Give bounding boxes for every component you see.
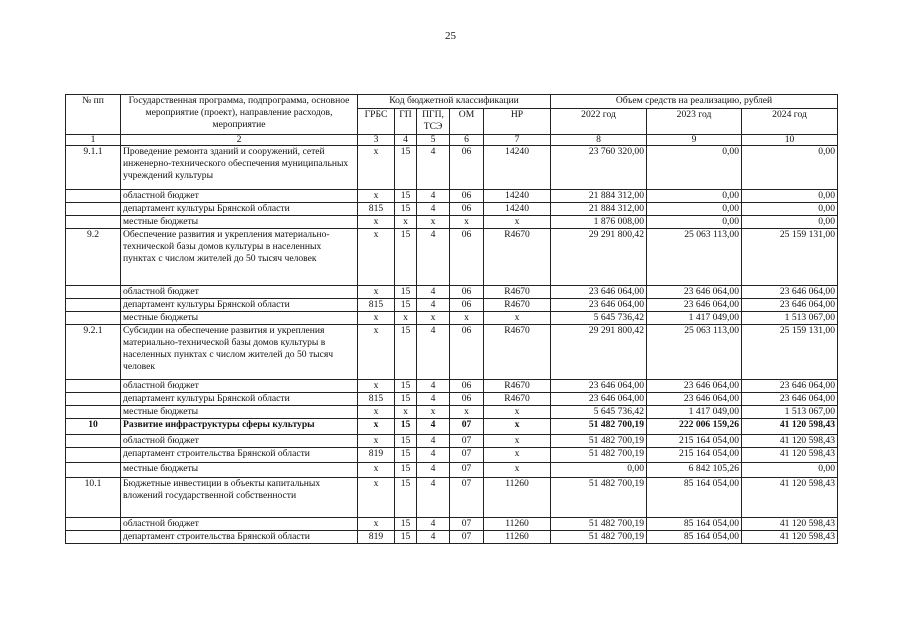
row-grbs: х — [358, 325, 395, 380]
header-gp: ГП — [395, 109, 417, 135]
budget-table — [65, 94, 838, 544]
table-row — [66, 448, 838, 463]
header-name: Государственная программа, подпрограмма, основное мероприятие (проект), направление расходов, мероприятие — [121, 95, 358, 135]
row-amount-2022: 51 482 700,19 — [551, 448, 647, 463]
row-name: областной бюджет — [121, 380, 358, 393]
row-grbs: 815 — [358, 393, 395, 406]
row-grbs: 819 — [358, 531, 395, 544]
row-number — [66, 448, 121, 463]
table-row — [66, 190, 838, 203]
row-grbs: х — [358, 190, 395, 203]
row-gp: 15 — [395, 448, 417, 463]
row-name: департамент строительства Брянской области — [121, 531, 358, 544]
row-gp: 15 — [395, 146, 417, 190]
row-gp: 15 — [395, 380, 417, 393]
row-name: департамент культуры Брянской области — [121, 299, 358, 312]
row-gp: 15 — [395, 325, 417, 380]
row-amount-2023: 23 646 064,00 — [647, 380, 742, 393]
row-ppgp: 4 — [417, 203, 450, 216]
row-grbs: 819 — [358, 448, 395, 463]
row-grbs: х — [358, 419, 395, 435]
row-amount-2022: 51 482 700,19 — [551, 419, 647, 435]
column-number: 4 — [395, 135, 417, 146]
row-number: 10 — [66, 419, 121, 435]
table-row — [66, 229, 838, 286]
row-nr: х — [484, 463, 551, 478]
row-ppgp: 4 — [417, 286, 450, 299]
row-name: местные бюджеты — [121, 216, 358, 229]
row-amount-2023: 0,00 — [647, 146, 742, 190]
row-ppgp: х — [417, 406, 450, 419]
row-om: 06 — [450, 229, 484, 286]
row-gp: 15 — [395, 435, 417, 448]
row-name: департамент культуры Брянской области — [121, 203, 358, 216]
row-amount-2024: 41 120 598,43 — [742, 435, 838, 448]
column-number-row — [66, 135, 838, 146]
row-number — [66, 518, 121, 531]
row-gp: 15 — [395, 478, 417, 518]
table-row — [66, 380, 838, 393]
row-om: 07 — [450, 463, 484, 478]
row-grbs: х — [358, 518, 395, 531]
row-name: Бюджетные инвестиции в объекты капитальных вложений государственной собственности — [121, 478, 358, 518]
row-amount-2023: 0,00 — [647, 190, 742, 203]
table-row — [66, 393, 838, 406]
row-name: местные бюджеты — [121, 406, 358, 419]
row-number — [66, 380, 121, 393]
row-nr: 14240 — [484, 190, 551, 203]
row-gp: 15 — [395, 190, 417, 203]
column-number: 2 — [121, 135, 358, 146]
row-amount-2024: 23 646 064,00 — [742, 299, 838, 312]
row-grbs: х — [358, 312, 395, 325]
row-amount-2024: 0,00 — [742, 463, 838, 478]
row-number — [66, 286, 121, 299]
table-row — [66, 419, 838, 435]
row-ppgp: 4 — [417, 299, 450, 312]
row-number — [66, 435, 121, 448]
page-number: 25 — [445, 30, 456, 42]
row-grbs: 815 — [358, 203, 395, 216]
row-om: 07 — [450, 419, 484, 435]
table-row — [66, 216, 838, 229]
row-ppgp: 4 — [417, 531, 450, 544]
row-amount-2023: 0,00 — [647, 203, 742, 216]
table-row — [66, 406, 838, 419]
row-ppgp: 4 — [417, 448, 450, 463]
row-om: 06 — [450, 325, 484, 380]
row-grbs: х — [358, 435, 395, 448]
row-name: областной бюджет — [121, 518, 358, 531]
row-gp: 15 — [395, 203, 417, 216]
row-number — [66, 393, 121, 406]
row-amount-2024: 23 646 064,00 — [742, 380, 838, 393]
row-om: 06 — [450, 299, 484, 312]
row-gp: 15 — [395, 419, 417, 435]
row-om: 07 — [450, 518, 484, 531]
row-ppgp: 4 — [417, 190, 450, 203]
row-gp: 15 — [395, 518, 417, 531]
row-nr: R4670 — [484, 286, 551, 299]
row-amount-2023: 1 417 049,00 — [647, 312, 742, 325]
row-om: 07 — [450, 448, 484, 463]
row-amount-2022: 51 482 700,19 — [551, 435, 647, 448]
row-amount-2024: 0,00 — [742, 216, 838, 229]
header-om: ОМ — [450, 109, 484, 135]
row-number: 9.2 — [66, 229, 121, 286]
row-nr: 11260 — [484, 518, 551, 531]
row-amount-2022: 51 482 700,19 — [551, 518, 647, 531]
row-amount-2024: 23 646 064,00 — [742, 393, 838, 406]
row-number — [66, 216, 121, 229]
row-amount-2024: 41 120 598,43 — [742, 478, 838, 518]
header-ppgp: ПГП, ТСЭ — [417, 109, 450, 135]
row-name: Обеспечение развития и укрепления материально-технической базы домов культуры в населенных пунктах с числом жителей до 50 тысяч человек — [121, 229, 358, 286]
row-gp: х — [395, 406, 417, 419]
row-number — [66, 190, 121, 203]
row-gp: 15 — [395, 286, 417, 299]
row-amount-2022: 5 645 736,42 — [551, 406, 647, 419]
row-amount-2022: 51 482 700,19 — [551, 531, 647, 544]
row-nr: R4670 — [484, 380, 551, 393]
row-nr: х — [484, 216, 551, 229]
row-ppgp: 4 — [417, 325, 450, 380]
row-om: х — [450, 312, 484, 325]
header-2022: 2022 год — [551, 109, 647, 135]
row-number — [66, 203, 121, 216]
row-name: департамент культуры Брянской области — [121, 393, 358, 406]
row-amount-2024: 0,00 — [742, 190, 838, 203]
row-ppgp: 4 — [417, 435, 450, 448]
column-number: 1 — [66, 135, 121, 146]
row-grbs: х — [358, 406, 395, 419]
row-name: местные бюджеты — [121, 463, 358, 478]
table-row — [66, 286, 838, 299]
row-nr: х — [484, 435, 551, 448]
row-amount-2022: 1 876 008,00 — [551, 216, 647, 229]
row-amount-2024: 23 646 064,00 — [742, 286, 838, 299]
row-amount-2023: 25 063 113,00 — [647, 229, 742, 286]
row-nr: R4670 — [484, 325, 551, 380]
row-grbs: х — [358, 146, 395, 190]
row-om: х — [450, 216, 484, 229]
table-row — [66, 531, 838, 544]
row-amount-2023: 85 164 054,00 — [647, 478, 742, 518]
row-grbs: х — [358, 216, 395, 229]
row-name: областной бюджет — [121, 190, 358, 203]
row-amount-2022: 21 884 312,00 — [551, 203, 647, 216]
table-row — [66, 312, 838, 325]
row-amount-2022: 29 291 800,42 — [551, 229, 647, 286]
row-amount-2024: 41 120 598,43 — [742, 448, 838, 463]
header-volume: Объем средств на реализацию, рублей — [551, 95, 838, 109]
row-name: местные бюджеты — [121, 312, 358, 325]
row-amount-2023: 23 646 064,00 — [647, 393, 742, 406]
row-number: 9.1.1 — [66, 146, 121, 190]
row-name: областной бюджет — [121, 435, 358, 448]
row-amount-2022: 23 646 064,00 — [551, 393, 647, 406]
row-amount-2024: 41 120 598,43 — [742, 419, 838, 435]
row-amount-2023: 25 063 113,00 — [647, 325, 742, 380]
table-row — [66, 203, 838, 216]
row-amount-2024: 0,00 — [742, 203, 838, 216]
row-gp: 15 — [395, 229, 417, 286]
row-ppgp: 4 — [417, 518, 450, 531]
row-gp: х — [395, 312, 417, 325]
row-name: Развитие инфраструктуры сферы культуры — [121, 419, 358, 435]
row-amount-2024: 25 159 131,00 — [742, 229, 838, 286]
row-amount-2023: 1 417 049,00 — [647, 406, 742, 419]
row-ppgp: 4 — [417, 229, 450, 286]
row-ppgp: 4 — [417, 419, 450, 435]
row-amount-2023: 0,00 — [647, 216, 742, 229]
table-row — [66, 478, 838, 518]
row-amount-2024: 41 120 598,43 — [742, 531, 838, 544]
row-nr: х — [484, 312, 551, 325]
row-number — [66, 312, 121, 325]
row-amount-2022: 23 646 064,00 — [551, 286, 647, 299]
row-om: х — [450, 406, 484, 419]
row-number: 10.1 — [66, 478, 121, 518]
row-amount-2023: 23 646 064,00 — [647, 299, 742, 312]
column-number: 7 — [484, 135, 551, 146]
row-name: Проведение ремонта зданий и сооружений, сетей инженерно-технического обеспечения муниципальных учреждений культуры — [121, 146, 358, 190]
row-om: 06 — [450, 393, 484, 406]
row-ppgp: 4 — [417, 146, 450, 190]
row-amount-2024: 1 513 067,00 — [742, 312, 838, 325]
row-nr: R4670 — [484, 393, 551, 406]
row-om: 07 — [450, 435, 484, 448]
row-amount-2023: 85 164 054,00 — [647, 518, 742, 531]
row-name: Субсидии на обеспечение развития и укрепления материально-технической базы домов культуры в населенных пунктах с числом жителей до 50 тысяч человек — [121, 325, 358, 380]
row-nr: R4670 — [484, 299, 551, 312]
row-amount-2023: 215 164 054,00 — [647, 448, 742, 463]
row-nr: х — [484, 406, 551, 419]
table-body — [66, 146, 838, 544]
row-om: 06 — [450, 190, 484, 203]
row-grbs: х — [358, 463, 395, 478]
row-amount-2023: 222 006 159,26 — [647, 419, 742, 435]
table-row — [66, 463, 838, 478]
row-om: 07 — [450, 478, 484, 518]
header-2024: 2024 год — [742, 109, 838, 135]
row-nr: 14240 — [484, 146, 551, 190]
row-amount-2024: 0,00 — [742, 146, 838, 190]
row-number — [66, 406, 121, 419]
row-gp: 15 — [395, 463, 417, 478]
row-nr: х — [484, 419, 551, 435]
row-gp: 15 — [395, 299, 417, 312]
header-num: № пп — [66, 95, 121, 135]
row-om: 07 — [450, 531, 484, 544]
row-gp: 15 — [395, 393, 417, 406]
row-ppgp: х — [417, 312, 450, 325]
row-amount-2022: 23 760 320,00 — [551, 146, 647, 190]
column-number: 5 — [417, 135, 450, 146]
column-number: 10 — [742, 135, 838, 146]
row-amount-2022: 0,00 — [551, 463, 647, 478]
row-grbs: 815 — [358, 299, 395, 312]
row-ppgp: 4 — [417, 380, 450, 393]
row-om: 06 — [450, 203, 484, 216]
row-nr: х — [484, 448, 551, 463]
row-om: 06 — [450, 146, 484, 190]
row-amount-2022: 5 645 736,42 — [551, 312, 647, 325]
row-ppgp: 4 — [417, 393, 450, 406]
row-ppgp: 4 — [417, 463, 450, 478]
row-amount-2024: 1 513 067,00 — [742, 406, 838, 419]
row-nr: R4670 — [484, 229, 551, 286]
row-ppgp: 4 — [417, 478, 450, 518]
row-amount-2023: 23 646 064,00 — [647, 286, 742, 299]
row-om: 06 — [450, 286, 484, 299]
row-nr: 11260 — [484, 531, 551, 544]
row-number — [66, 299, 121, 312]
row-number: 9.2.1 — [66, 325, 121, 380]
header-2023: 2023 год — [647, 109, 742, 135]
column-number: 6 — [450, 135, 484, 146]
row-gp: х — [395, 216, 417, 229]
row-number — [66, 531, 121, 544]
row-amount-2023: 85 164 054,00 — [647, 531, 742, 544]
row-grbs: х — [358, 229, 395, 286]
row-amount-2022: 51 482 700,19 — [551, 478, 647, 518]
row-grbs: х — [358, 380, 395, 393]
row-amount-2022: 23 646 064,00 — [551, 299, 647, 312]
row-nr: 14240 — [484, 203, 551, 216]
row-number — [66, 463, 121, 478]
row-amount-2023: 215 164 054,00 — [647, 435, 742, 448]
row-nr: 11260 — [484, 478, 551, 518]
table-row — [66, 299, 838, 312]
row-amount-2022: 21 884 312,00 — [551, 190, 647, 203]
row-amount-2024: 25 159 131,00 — [742, 325, 838, 380]
row-grbs: х — [358, 478, 395, 518]
row-om: 06 — [450, 380, 484, 393]
column-number: 9 — [647, 135, 742, 146]
table-row — [66, 435, 838, 448]
column-number: 3 — [358, 135, 395, 146]
row-ppgp: х — [417, 216, 450, 229]
row-amount-2022: 29 291 800,42 — [551, 325, 647, 380]
table-row — [66, 325, 838, 380]
header-kbk: Код бюджетной классификации — [358, 95, 551, 109]
column-number: 8 — [551, 135, 647, 146]
table-row — [66, 146, 838, 190]
header-nr: НР — [484, 109, 551, 135]
table-row — [66, 518, 838, 531]
row-name: департамент строительства Брянской области — [121, 448, 358, 463]
header-grbs: ГРБС — [358, 109, 395, 135]
row-amount-2022: 23 646 064,00 — [551, 380, 647, 393]
row-grbs: х — [358, 286, 395, 299]
row-gp: 15 — [395, 531, 417, 544]
row-amount-2024: 41 120 598,43 — [742, 518, 838, 531]
row-amount-2023: 6 842 105,26 — [647, 463, 742, 478]
row-name: областной бюджет — [121, 286, 358, 299]
